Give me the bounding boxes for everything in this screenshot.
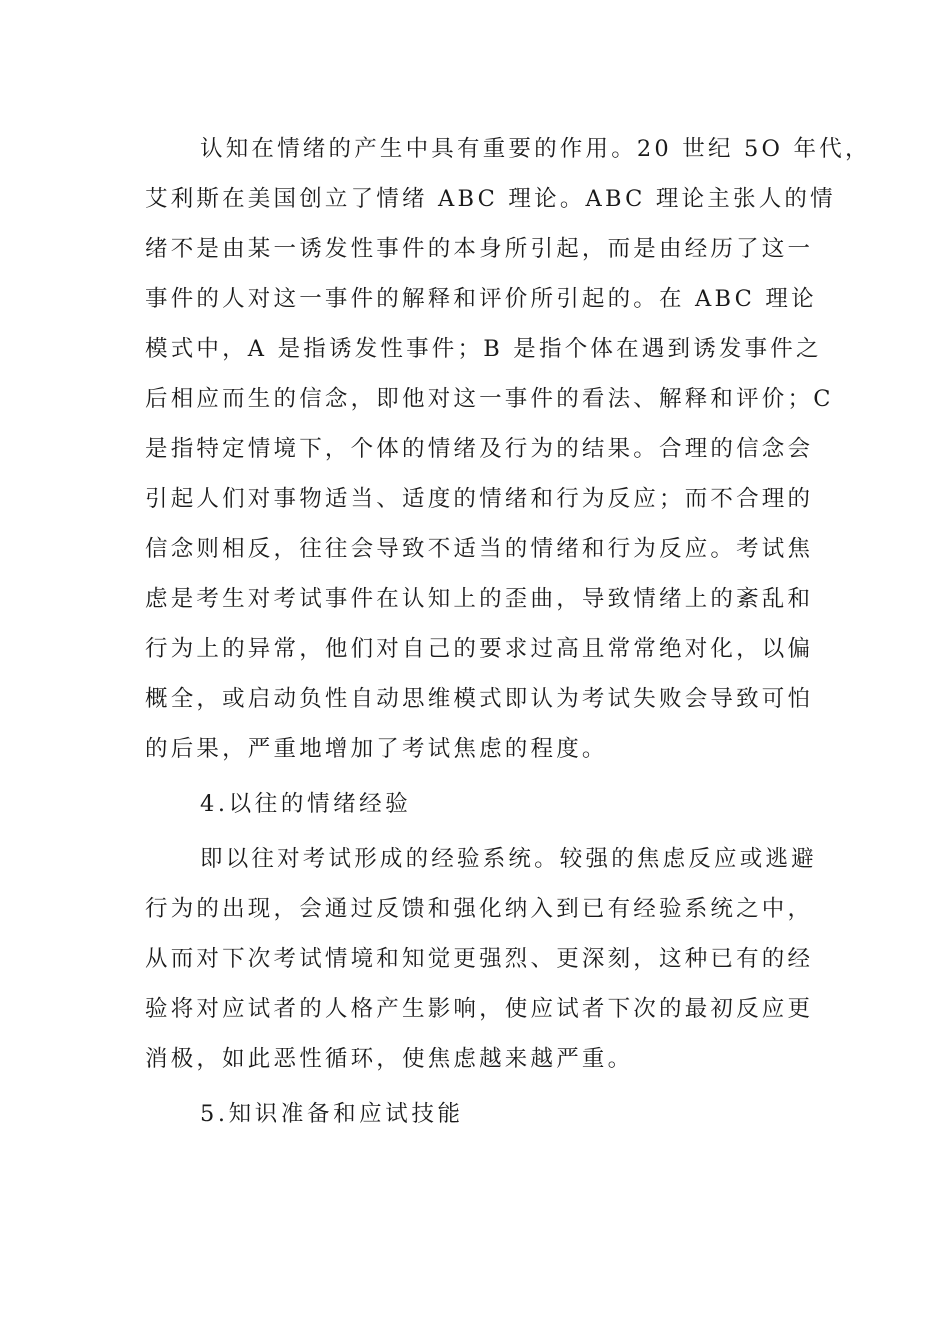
- paragraph-line: 是指特定情境下，个体的情绪及行为的结果。合理的信念会: [145, 436, 814, 462]
- paragraph-line: 引起人们对事物适当、适度的情绪和行为反应；而不合理的: [145, 486, 814, 512]
- paragraph-line: 行为的出现，会通过反馈和强化纳入到已有经验系统之中，: [145, 896, 814, 922]
- paragraph-line: 后相应而生的信念，即他对这一事件的看法、解释和评价；C: [145, 386, 834, 412]
- paragraph-line: 虑是考生对考试事件在认知上的歪曲，导致情绪上的紊乱和: [145, 586, 814, 612]
- paragraph-line: 消极，如此恶性循环，使焦虑越来越严重。: [145, 1046, 634, 1072]
- paragraph-line: 即以往对考试形成的经验系统。较强的焦虑反应或逃避: [200, 846, 817, 872]
- paragraph-line: 从而对下次考试情境和知觉更强烈、更深刻，这种已有的经: [145, 946, 814, 972]
- paragraph-line: 信念则相反，往往会导致不适当的情绪和行为反应。考试焦: [145, 536, 814, 562]
- section-heading: 4.以往的情绪经验: [200, 791, 412, 817]
- paragraph-line: 绪不是由某一诱发性事件的本身所引起，而是由经历了这一: [145, 236, 814, 262]
- paragraph-line: 艾利斯在美国创立了情绪 ABC 理论。ABC 理论主张人的情: [145, 186, 836, 212]
- section-heading: 5.知识准备和应试技能: [200, 1101, 464, 1127]
- paragraph-line: 行为上的异常，他们对自己的要求过高且常常绝对化，以偏: [145, 636, 814, 662]
- paragraph-line: 概全，或启动负性自动思维模式即认为考试失败会导致可怕: [145, 686, 814, 712]
- paragraph-line: 验将对应试者的人格产生影响，使应试者下次的最初反应更: [145, 996, 814, 1022]
- paragraph-line: 的后果，严重地增加了考试焦虑的程度。: [145, 736, 608, 762]
- paragraph-line: 认知在情绪的产生中具有重要的作用。20 世纪 5O 年代，: [200, 136, 871, 162]
- paragraph-line: 模式中，A 是指诱发性事件；B 是指个体在遇到诱发事件之: [145, 336, 822, 362]
- paragraph-line: 事件的人对这一事件的解释和评价所引起的。在 ABC 理论: [145, 286, 817, 312]
